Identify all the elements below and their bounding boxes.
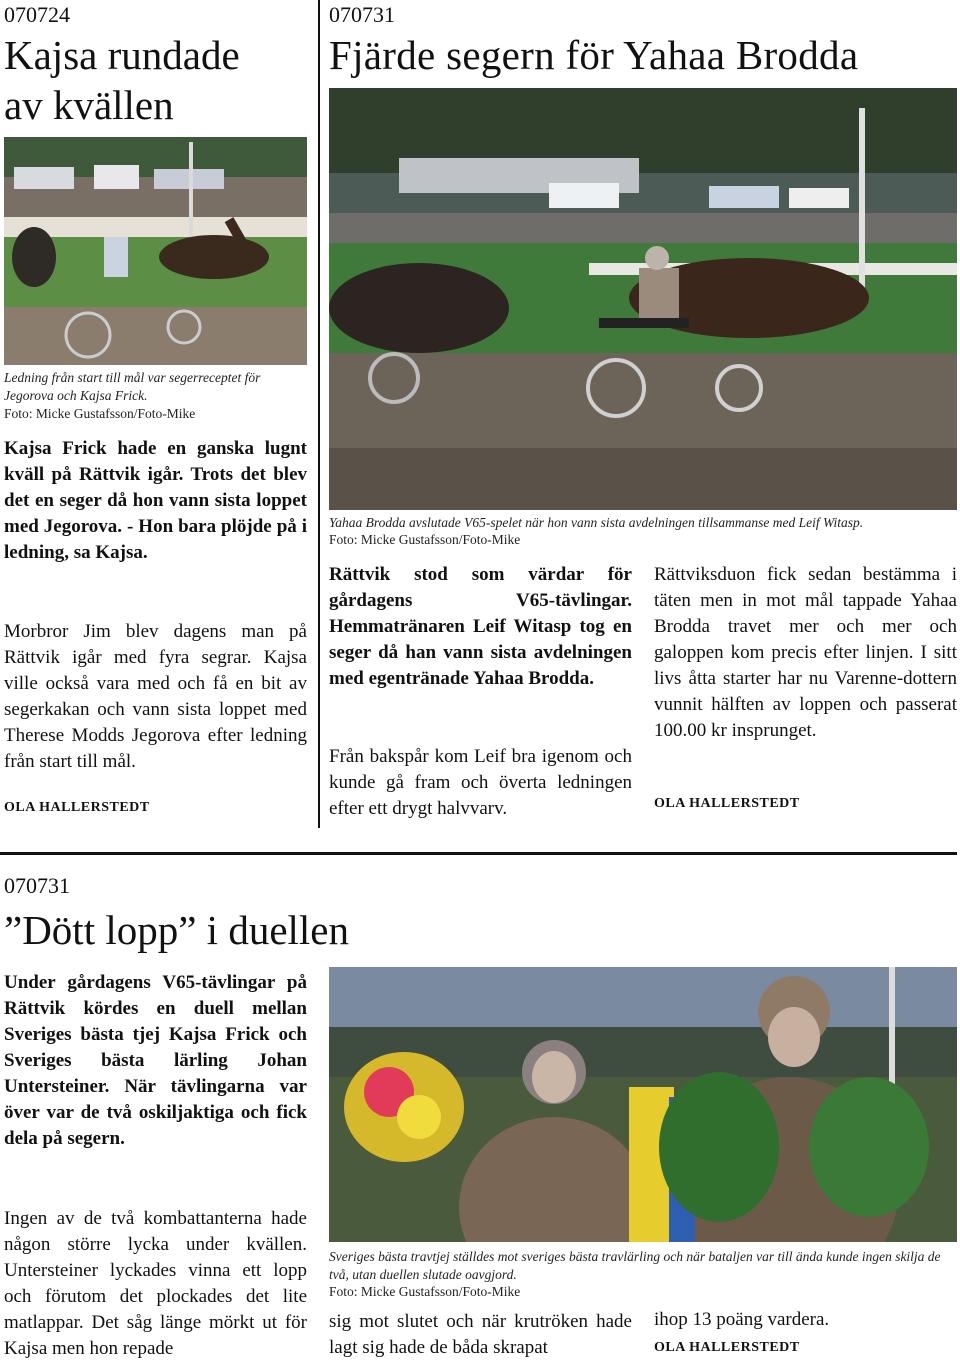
article2-byline: OLA HALLERSTEDT [654, 796, 800, 811]
article2-headline: Fjärde segern för Yahaa Brodda [329, 32, 859, 78]
article2-caption: Yahaa Brodda avslutade V65-spelet när hon vann sista avdelningen tillsammanse med Leif Witasp. [329, 515, 864, 530]
article1-byline: OLA HALLERSTEDT [4, 800, 150, 815]
article2-body-col2: Rättviksduon fick sedan bestämma i täten men in mot mål tappade Yahaa Brodda travet mer och mer och galoppen kom precis efter linjen. I sitt livs åtta starter har nu Varenne-dottern vunnit hälften av loppen och passerat 100.00 kr insprunget. [654, 564, 957, 741]
article2-lead: Rättvik stod som värdar för gårdagens V65-tävlingar. Hemmatränaren Leif Witasp tog en seger då han vann sista avdelningen med egentränade Yahaa Brodda. [329, 564, 632, 689]
article1-photo-credit: Foto: Micke Gustafsson/Foto-Mike [4, 406, 196, 421]
column-divider [318, 0, 320, 828]
article3-date: 070731 [4, 873, 70, 898]
article3-caption: Sveriges bästa travtjej ställdes mot sveriges bästa travlärling och när bataljen var till ända kunde ingen skilja de två, utan duellen slutade oavgjord. [329, 1249, 941, 1282]
article2-photo-credit: Foto: Micke Gustafsson/Foto-Mike [329, 532, 521, 547]
article3-body-col2: sig mot slutet och när krutröken hade lagt sig hade de båda skrapat [329, 1311, 632, 1358]
article1-caption: Ledning från start till mål var segerreceptet för Jegorova och Kajsa Frick. [4, 370, 261, 403]
article2-date: 070731 [329, 2, 395, 27]
article3-lead: Under gårdagens V65-tävlingar på Rättvik kördes en duell mellan Sveriges bästa tjej Kajsa Frick och Sveriges bästa lärling Johan Untersteiner. När tävlingarna var över var de två oskiljaktiga och fick dela på segern. [4, 972, 307, 1149]
section-divider [0, 852, 957, 855]
article2-photo [329, 88, 957, 510]
article3-byline: OLA HALLERSTEDT [654, 1340, 800, 1355]
article3-body-col1: Ingen av de två kombattanterna hade någon större lycka under kvällen. Untersteiner lyckades vinna ett lopp och förutom det plockades det lite matlappar. Det såg länge mörkt ut för Kajsa men hon repade [4, 1208, 307, 1359]
article3-photo [329, 967, 957, 1242]
article3-headline: ”Dött lopp” i duellen [4, 907, 349, 953]
article3-photo-credit: Foto: Micke Gustafsson/Foto-Mike [329, 1284, 521, 1299]
article1-photo [4, 137, 307, 365]
article1-headline: Kajsa rundade av kvällen [4, 32, 240, 128]
article2-body-col1: Från bakspår kom Leif bra igenom och kunde gå fram och överta ledningen efter ett drygt halvvarv. [329, 746, 632, 819]
article1-date: 070724 [4, 2, 70, 27]
article1-lead: Kajsa Frick hade en ganska lugnt kväll på Rättvik igår. Trots det blev det en seger då hon vann sista loppet med Jegorova. - Hon bara plöjde på i ledning, sa Kajsa. [4, 438, 307, 563]
article1-body: Morbror Jim blev dagens man på Rättvik igår med fyra segrar. Kajsa ville också vara med och få en bit av segerkakan och vann sista loppet med Therese Modds Jegorova efter ledning från start till mål. [4, 621, 307, 772]
article3-body-col3: ihop 13 poäng vardera. [654, 1309, 830, 1330]
